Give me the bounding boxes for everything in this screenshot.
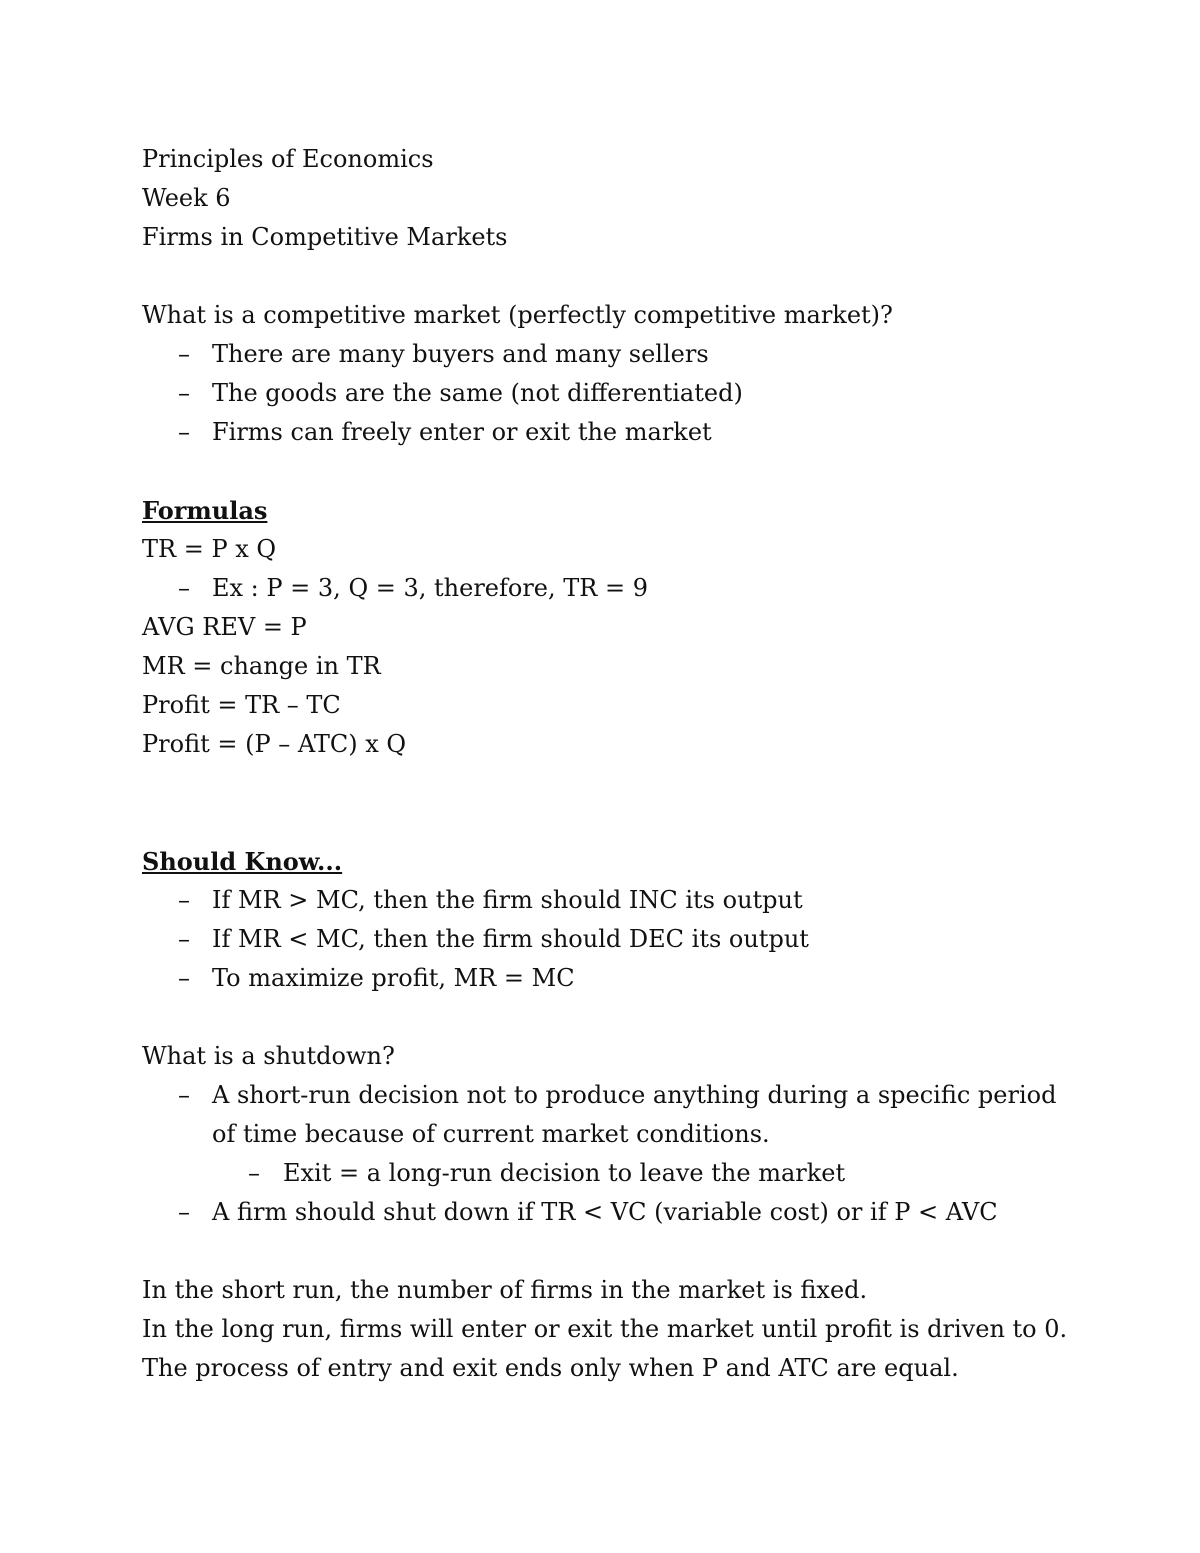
list-item — [142, 920, 1082, 959]
list-item — [142, 881, 1082, 920]
dash-bullet: – — [178, 964, 190, 992]
shutdown-rule: A firm should shut down if TR < VC (variable cost) or if P < AVC — [212, 1198, 998, 1226]
spacer — [142, 998, 1082, 1037]
formula-profit-atc: Profit = (P – ATC) x Q — [142, 730, 407, 758]
list-item — [142, 374, 1082, 413]
topic-title: Firms in Competitive Markets — [142, 223, 508, 251]
formulas-heading: Formulas — [142, 496, 268, 525]
closing-line: In the short run, the number of firms in the market is fixed. — [142, 1276, 868, 1304]
dash-bullet: – — [178, 574, 190, 602]
shutdown-question: What is a shutdown? — [142, 1042, 395, 1070]
shutdown-definition: A short-run decision not to produce anything during a specific period of time because of current market conditions. — [212, 1081, 1057, 1148]
list-item — [142, 413, 1082, 452]
list-item — [142, 335, 1082, 374]
list-item — [142, 1193, 1082, 1232]
dash-bullet: – — [248, 1159, 260, 1187]
closing-line: In the long run, firms will enter or exit the market until profit is driven to 0. — [142, 1315, 1068, 1343]
spacer — [142, 764, 1082, 842]
dash-bullet: – — [178, 379, 190, 407]
competitive-market-question: What is a competitive market (perfectly competitive market)? — [142, 301, 893, 329]
dash-bullet: – — [178, 340, 190, 368]
list-item-text: To maximize profit, MR = MC — [212, 964, 575, 992]
dash-bullet: – — [178, 886, 190, 914]
dash-bullet: – — [178, 418, 190, 446]
document-page — [142, 140, 1082, 1388]
spacer — [142, 1232, 1082, 1271]
formula-profit: Profit = TR – TC — [142, 691, 341, 719]
dash-bullet: – — [178, 1081, 190, 1109]
formula-example: Ex : P = 3, Q = 3, therefore, TR = 9 — [212, 574, 648, 602]
formula-mr: MR = change in TR — [142, 652, 381, 680]
closing-line: The process of entry and exit ends only when P and ATC are equal. — [142, 1354, 959, 1382]
list-item — [142, 1154, 1082, 1193]
should-know-heading: Should Know... — [142, 847, 343, 876]
formula-tr: TR = P x Q — [142, 535, 277, 563]
list-item-text: Firms can freely enter or exit the market — [212, 418, 712, 446]
spacer — [142, 257, 1082, 296]
list-item-text: If MR > MC, then the firm should INC its output — [212, 886, 803, 914]
spacer — [142, 452, 1082, 491]
list-item-text: There are many buyers and many sellers — [212, 340, 709, 368]
list-item — [142, 569, 1082, 608]
list-item — [142, 1076, 1082, 1154]
formula-avg-rev: AVG REV = P — [142, 613, 307, 641]
week-label: Week 6 — [142, 184, 231, 212]
list-item-text: The goods are the same (not differentiated) — [212, 379, 743, 407]
dash-bullet: – — [178, 925, 190, 953]
exit-definition: Exit = a long-run decision to leave the market — [283, 1159, 846, 1187]
list-item-text: If MR < MC, then the firm should DEC its output — [212, 925, 809, 953]
course-title: Principles of Economics — [142, 145, 434, 173]
list-item — [142, 959, 1082, 998]
dash-bullet: – — [178, 1198, 190, 1226]
